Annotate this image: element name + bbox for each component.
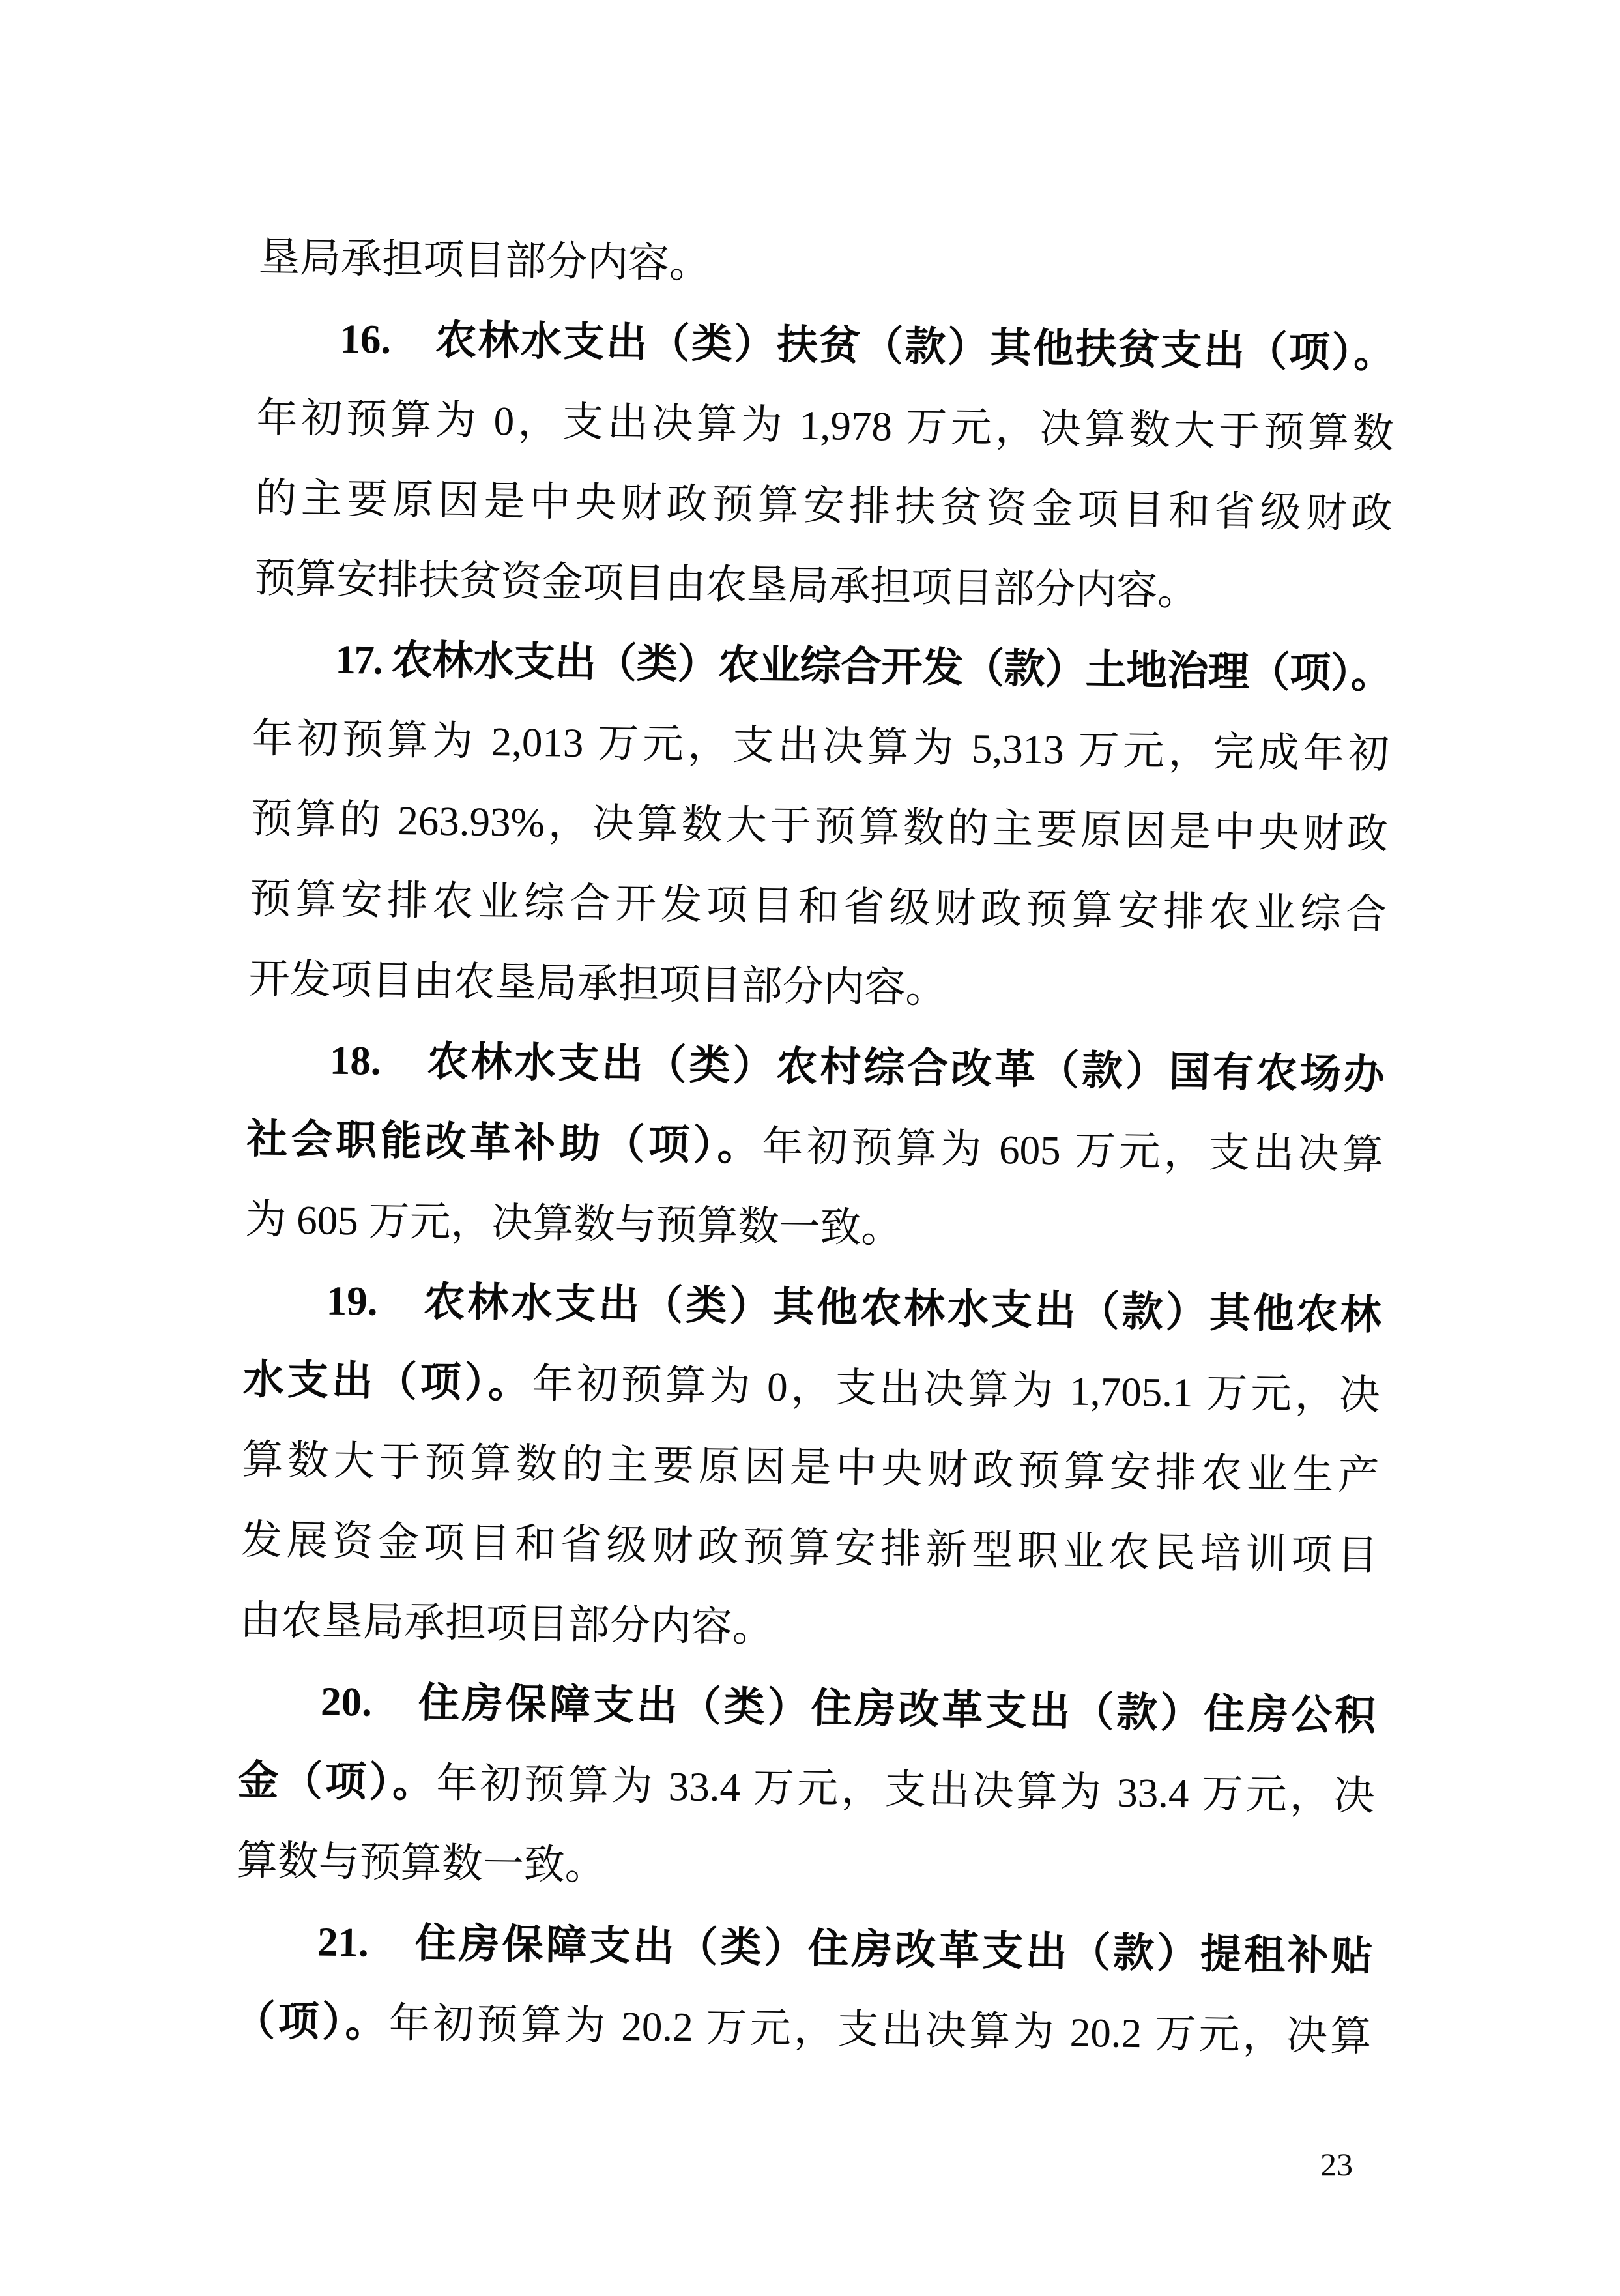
line-22-item21-heading	[235, 1901, 1373, 1997]
line-06-item17-heading	[253, 618, 1391, 714]
heading-text-segment: 水支出（项）。	[242, 1356, 533, 1407]
heading-text-segment: （项）。	[233, 1998, 390, 2046]
body-text-segment: 发展资金项目和省级财政预算安排新型职业农民培训项目	[240, 1517, 1378, 1579]
line-17-item19-body	[240, 1500, 1379, 1596]
line-23-item21-mixed	[234, 1981, 1372, 2077]
body-text-segment: 预算安排扶贫资金项目由农垦局承担项目部分内容。	[253, 555, 1199, 615]
line-21-item20-body-end	[236, 1821, 1374, 1917]
body-text-segment: 算数与预算数一致。	[236, 1837, 607, 1889]
line-02-item16-heading	[257, 298, 1396, 394]
heading-text-segment: 20. 住房保障支出（类）住房改革支出（款）住房公积	[320, 1678, 1376, 1739]
line-13-item18-body-end	[245, 1180, 1383, 1275]
body-text-segment: 年初预算为 605 万元，支出决算	[761, 1123, 1384, 1178]
line-03-item16-body	[256, 378, 1395, 474]
line-20-item20-mixed	[237, 1741, 1376, 1837]
body-text-segment: 预算安排农业综合开发项目和省级财政预算安排农业综合	[249, 875, 1387, 938]
body-text-segment: 为 605 万元，决算数与预算数一致。	[245, 1196, 903, 1251]
heading-text-segment: 金（项）。	[237, 1757, 437, 1807]
heading-text-segment: 21. 住房保障支出（类）住房改革支出（款）提租补贴	[317, 1919, 1373, 1980]
line-10-item17-body-end	[248, 939, 1387, 1035]
body-text-segment: 的主要原因是中央财政预算安排扶贫资金项目和省级财政	[255, 474, 1393, 537]
body-text-segment: 垦局承担项目部分内容。	[258, 234, 711, 287]
line-05-item16-body-end	[253, 538, 1392, 634]
body-text-segment: 算数大于预算数的主要原因是中央财政预算安排农业生产	[241, 1436, 1380, 1499]
line-19-item20-heading	[238, 1661, 1376, 1756]
body-text-segment: 年初预算为 2,013 万元，支出决算为 5,313 万元，完成年初	[252, 715, 1390, 777]
body-text-segment: 年初预算为 0，支出决算为 1,978 万元，决算数大于预算数	[256, 394, 1395, 457]
document-text-block	[234, 218, 1396, 2077]
heading-text-segment: 社会职能改革补助（项）。	[246, 1116, 762, 1169]
body-text-segment: 年初预算为 0，支出决算为 1,705.1 万元，决	[532, 1361, 1381, 1419]
heading-text-segment: 19. 农林水支出（类）其他农林水支出（款）其他农林	[326, 1277, 1382, 1339]
line-12-item18-mixed	[246, 1099, 1384, 1195]
line-08-item17-body	[250, 779, 1389, 875]
page-number: 23	[1320, 2146, 1353, 2183]
line-01-item15-continuation-end	[258, 218, 1396, 313]
body-text-segment: 年初预算为 20.2 万元，支出决算为 20.2 万元，决算	[388, 2000, 1372, 2060]
line-04-item16-body	[255, 458, 1393, 554]
heading-text-segment: 16. 农林水支出（类）扶贫（款）其他扶贫支出（项）。	[339, 315, 1395, 377]
line-18-item19-body-end	[239, 1580, 1378, 1676]
line-15-item19-mixed	[242, 1340, 1381, 1436]
line-11-item18-heading	[247, 1019, 1385, 1115]
body-text-segment: 由农垦局承担项目部分内容。	[239, 1597, 774, 1651]
body-text-segment: 预算的 263.93%，决算数大于预算数的主要原因是中央财政	[250, 795, 1389, 858]
body-text-segment: 年初预算为 33.4 万元，支出决算为 33.4 万元，决	[435, 1760, 1375, 1820]
heading-text-segment: 18. 农林水支出（类）农村综合改革（款）国有农场办	[329, 1037, 1385, 1098]
line-09-item17-body	[250, 859, 1388, 955]
line-07-item17-body	[252, 699, 1390, 794]
heading-text-segment: 17. 农林水支出（类）农业综合开发（款）土地治理（项）。	[335, 636, 1391, 697]
line-14-item19-heading	[244, 1260, 1382, 1356]
line-16-item19-body	[242, 1420, 1380, 1516]
body-text-segment: 开发项目由农垦局承担项目部分内容。	[248, 955, 947, 1011]
